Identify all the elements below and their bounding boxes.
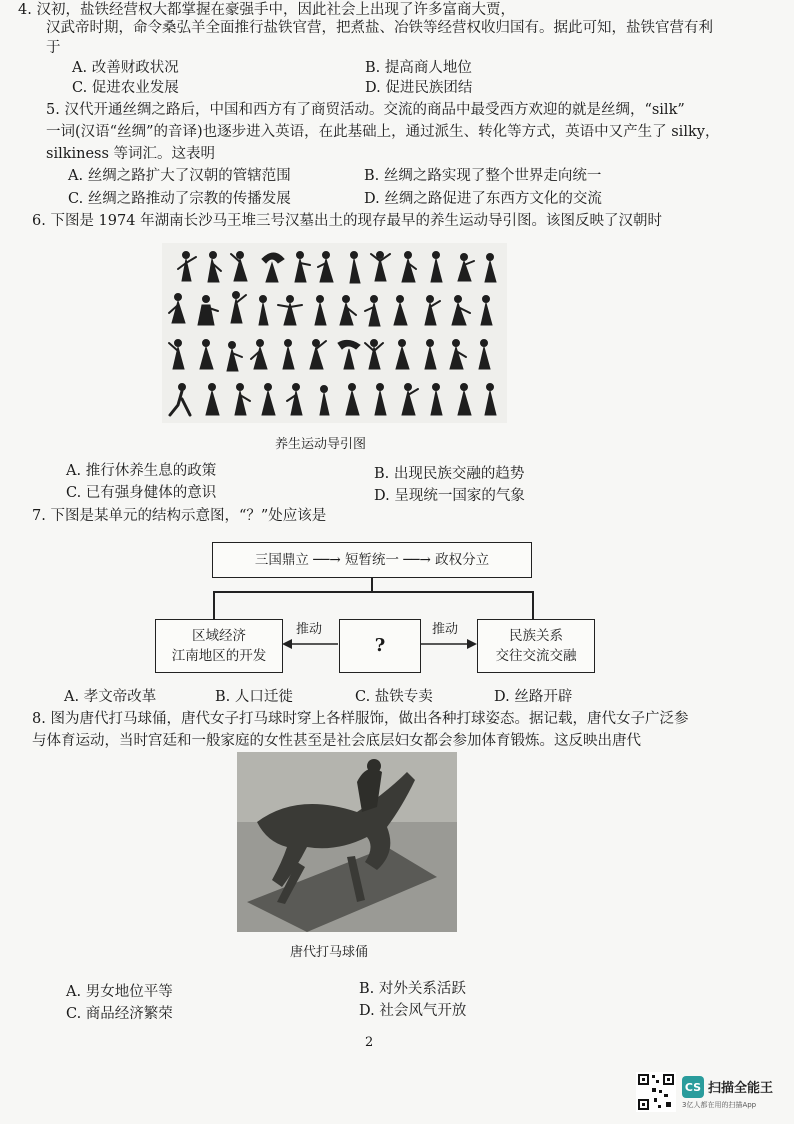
q4-option-a: A. 改善财政状况 — [72, 60, 179, 76]
q5-option-a: A. 丝绸之路扩大了汉朝的管辖范围 — [68, 168, 291, 184]
diagram-right-subtitle: 交往交流交融 — [495, 648, 577, 664]
daoyin-exercise-chart-image — [162, 243, 507, 423]
q4-line-1: 4. 汉初，盐铁经营权大都掌握在豪强手中，因此社会上出现了许多富商大贾， — [18, 2, 515, 18]
diagram-arrow-right-label: 推动 — [432, 622, 459, 637]
page-number: 2 — [365, 1035, 374, 1050]
diagram-arrow-left-label: 推动 — [296, 622, 323, 637]
q5-line-3: silkiness 等词汇。这表明 — [46, 146, 216, 162]
q8-option-c: C. 商品经济繁荣 — [66, 1006, 173, 1022]
q5-option-d: D. 丝绸之路促进了东西方文化的交流 — [364, 191, 602, 207]
q7-option-a: A. 孝文帝改革 — [64, 689, 157, 705]
diagram-left-box — [155, 619, 283, 673]
q4-line-3: 于 — [46, 40, 61, 56]
q5-option-b: B. 丝绸之路实现了整个世界走向统一 — [364, 168, 602, 184]
diagram-left-subtitle: 江南地区的开发 — [171, 648, 267, 664]
diagram-connector-right — [532, 591, 534, 619]
q8-line-1: 8. 图为唐代打马球俑，唐代女子打马球时穿上各样服饰，做出各种打球姿态。据记载，唐代女子广泛参 — [32, 711, 689, 727]
q8-option-b: B. 对外关系活跃 — [359, 981, 466, 997]
q4-option-c: C. 促进农业发展 — [72, 80, 179, 96]
q7-option-d: D. 丝路开辟 — [494, 689, 573, 705]
camscanner-tagline: 3亿人都在用的扫描App — [682, 1101, 757, 1109]
q7-option-c: C. 盐铁专卖 — [355, 689, 433, 705]
diagram-arrow-right-icon — [419, 638, 477, 650]
diagram-arrow-left-icon — [282, 638, 340, 650]
q7-option-b: B. 人口迁徙 — [215, 689, 293, 705]
q8-line-2: 与体育运动，当时宫廷和一般家庭的女性甚至是社会底层妇女都会参加体育锻炼。这反映出唐代 — [32, 733, 641, 749]
diagram-left-title: 区域经济 — [192, 628, 246, 644]
q6-figure-caption: 养生运动导引图 — [275, 437, 367, 452]
q6-line-1: 6. 下图是 1974 年湖南长沙马王堆三号汉墓出土的现存最早的养生运动导引图。该图反映了汉朝时 — [32, 213, 663, 229]
q4-option-d: D. 促进民族团结 — [365, 80, 473, 96]
camscanner-app-name: 扫描全能王 — [708, 1081, 774, 1096]
q6-option-b: B. 出现民族交融的趋势 — [374, 466, 525, 482]
diagram-center-question-mark: ? — [374, 635, 386, 656]
diagram-top-box — [212, 542, 532, 578]
camscanner-watermark — [636, 1072, 786, 1116]
q5-line-2: 一词(汉语“丝绸”的音译)也逐步进入英语，在此基础上，通过派生、转化等方式，英语中又产生了 silky， — [46, 124, 720, 140]
diagram-right-title: 民族关系 — [509, 628, 563, 644]
q6-option-a: A. 推行休养生息的政策 — [66, 463, 217, 479]
diagram-connector-horizontal — [213, 591, 533, 593]
q7-line-1: 7. 下图是某单元的结构示意图，“？”处应该是 — [32, 508, 327, 524]
q8-option-a: A. 男女地位平等 — [66, 984, 173, 1000]
q5-option-c: C. 丝绸之路推动了宗教的传播发展 — [68, 191, 291, 207]
diagram-connector-vertical — [371, 578, 373, 592]
q6-option-c: C. 已有强身健体的意识 — [66, 485, 217, 501]
diagram-connector-left — [213, 591, 215, 619]
camscanner-logo-icon: CS — [682, 1076, 704, 1098]
q8-option-d: D. 社会风气开放 — [359, 1003, 467, 1019]
q4-line-2: 汉武帝时期，命令桑弘羊全面推行盐铁官营，把煮盐、冶铁等经营权收归国有。据此可知，盐铁官营有利 — [46, 20, 713, 36]
qr-code-icon — [636, 1072, 676, 1112]
q8-figure-caption: 唐代打马球俑 — [290, 945, 369, 960]
diagram-top-text: 三国鼎立 ──→ 短暂统一 ──→ 政权分立 — [254, 552, 490, 568]
diagram-right-box — [477, 619, 595, 673]
q6-option-d: D. 呈现统一国家的气象 — [374, 488, 525, 504]
q4-option-b: B. 提高商人地位 — [365, 60, 472, 76]
diagram-center-box — [339, 619, 421, 673]
q5-line-1: 5. 汉代开通丝绸之路后，中国和西方有了商贸活动。交流的商品中最受西方欢迎的就是丝绸，“silk” — [46, 102, 685, 118]
polo-figurine-image — [237, 752, 457, 932]
